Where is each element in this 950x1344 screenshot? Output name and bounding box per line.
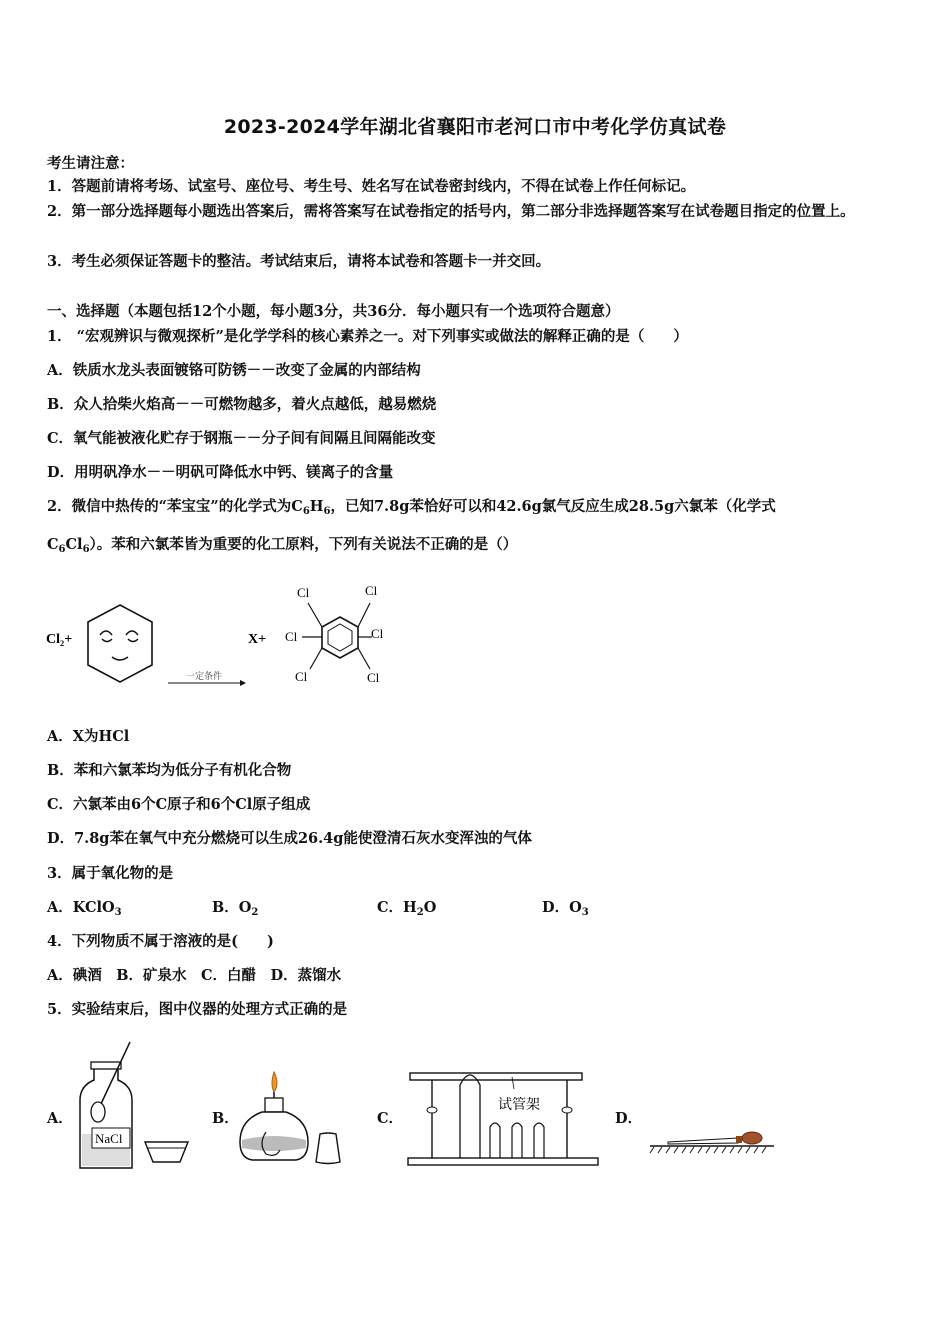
q1-option-b: B．众人拾柴火焰高－－可燃物越多，着火点越低，越易燃烧: [47, 396, 437, 413]
q2-formula-sub1: 6: [302, 506, 310, 517]
q5-option-c-label: C．: [377, 1110, 404, 1127]
rack-label: 试管架: [498, 1098, 540, 1113]
q4-options: A．碘酒 B．矿泉水 C．白醋 D．蒸馏水: [47, 967, 342, 984]
q2-formula2-c: C: [47, 536, 59, 553]
q5-stem: 5．实验结束后，图中仪器的处理方式正确的是: [47, 1001, 348, 1018]
product-x-label: X+: [248, 632, 267, 647]
page-title: 2023-2024学年湖北省襄阳市老河口市中考化学仿真试卷: [223, 116, 727, 138]
nacl-label: NaCl: [95, 1131, 123, 1146]
q2-formula-h: H: [309, 498, 324, 515]
cl-atom: Cl: [367, 670, 380, 685]
q2-formula2-cl: Cl: [65, 536, 83, 553]
q5-option-b-label: B．: [212, 1110, 239, 1127]
notice-item-1: 1．答题前请将考场、试室号、座位号、考生号、姓名写在试卷密封线内，不得在试卷上作任何标记。: [47, 178, 696, 195]
notice-item-3: 3．考生必须保证答题卡的整洁。考试结束后，请将本试卷和答题卡一并交回。: [47, 253, 551, 270]
notice-item-2: 2．第一部分选择题每小题选出答案后，需将答案写在试卷指定的括号内，第二部分非选择题答案写在试卷题目指定的位置上。: [47, 203, 855, 220]
q2-stem-line1: [47, 495, 776, 517]
q3-stem: 3．属于氧化物的是: [47, 865, 174, 882]
q3-option-c: C．$H_2O$: [377, 899, 437, 918]
cl-atom: Cl: [297, 585, 310, 600]
q3-option-b: B．$O_2$: [212, 899, 259, 918]
q2-stem-b: ，已知7.8g苯恰好可以和42.6g氯气反应生成28.5g六氯苯（化学式: [330, 498, 776, 515]
q2-formula2-sub2: 6: [82, 544, 90, 555]
reaction-condition: 一定条件: [186, 671, 223, 681]
q2-stem-a: 2．微信中热传的“苯宝宝”的化学式为: [47, 498, 292, 515]
q1-option-a: A．铁质水龙头表面镀铬可防锈－－改变了金属的内部结构: [47, 362, 421, 379]
alcohol-lamp-figure: [236, 1062, 356, 1172]
test-tube-rack-figure: [402, 1065, 602, 1170]
q1-option-d: D．用明矾净水－－明矾可降低水中钙、镁离子的含量: [47, 464, 394, 481]
q3-option-a: A．KClO$_3$: [47, 899, 122, 918]
reaction-arrow: [168, 670, 246, 686]
hexachlorobenzene-structure: [285, 583, 384, 685]
cl-atom: Cl: [365, 583, 378, 598]
q2-option-a: A．X为HCl: [47, 728, 130, 745]
q2-reaction-figure: [40, 575, 400, 695]
q2-formula-c: C: [291, 498, 303, 515]
q2-formula-sub2: 6: [323, 506, 331, 517]
reactant-cl2-label: Cl₂+: [46, 632, 73, 647]
notice-heading: 考生请注意：: [47, 155, 134, 172]
reagent-bottle-figure: [70, 1038, 200, 1173]
cl-atom: Cl: [371, 626, 384, 641]
q5-option-d-label: D．: [615, 1110, 643, 1127]
dropper-on-table-figure: [648, 1120, 778, 1160]
q1-stem: 1． “宏观辨识与微观探析”是化学学科的核心素养之一。对下列事实或做法的解释正确的是（ ）: [47, 328, 688, 345]
benzene-face-icon: [88, 605, 152, 682]
q1-option-c: C．氧气能被液化贮存于钢瓶－－分子间有间隔且间隔能改变: [47, 430, 436, 447]
q2-stem-line2: [47, 533, 517, 555]
cl-atom: Cl: [285, 629, 298, 644]
q4-stem: 4．下列物质不属于溶液的是( ): [47, 933, 274, 950]
q5-option-a-label: A．: [47, 1110, 73, 1127]
q2-stem-c: ）。苯和六氯苯皆为重要的化工原料，下列有关说法不正确的是（）: [89, 536, 518, 553]
q2-formula2-sub1: 6: [58, 544, 66, 555]
cl-atom: Cl: [295, 669, 308, 684]
section-heading: 一、选择题（本题包括12个小题，每小题3分，共36分．每小题只有一个选项符合题意）: [47, 303, 620, 320]
q2-option-c: C．六氯苯由6个C原子和6个Cl原子组成: [47, 796, 311, 813]
q3-option-d: D．$O_3$: [542, 899, 589, 918]
q2-option-d: D．7.8g苯在氧气中充分燃烧可以生成26.4g能使澄清石灰水变浑浊的气体: [47, 830, 532, 847]
q2-option-b: B．苯和六氯苯均为低分子有机化合物: [47, 762, 292, 779]
